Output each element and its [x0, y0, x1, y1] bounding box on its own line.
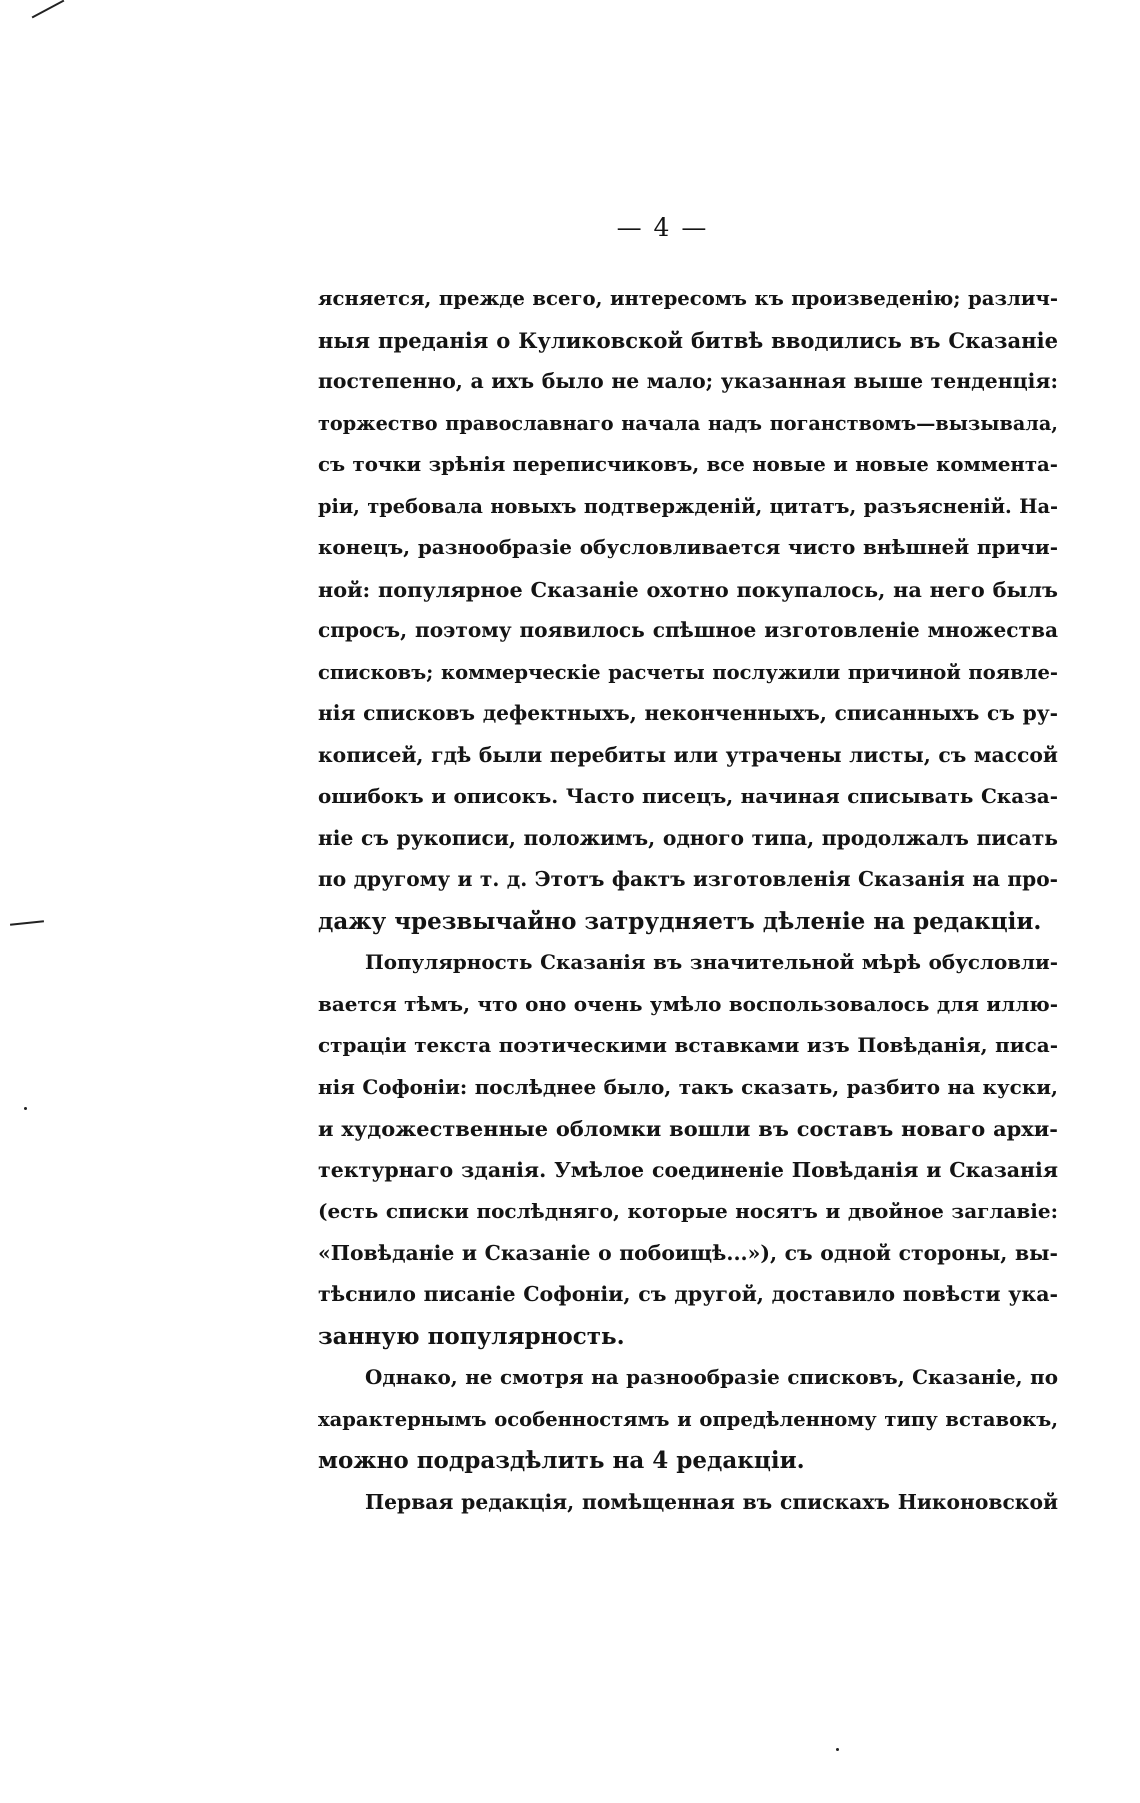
- text-line: «Повѣданіе и Сказаніе о побоищѣ...»), съ одной стороны, вы-: [318, 1240, 1058, 1265]
- text-line: занную популярность.: [318, 1322, 625, 1350]
- text-line: дажу чрезвычайно затрудняетъ дѣленіе на редакціи.: [318, 907, 1042, 935]
- text-line: съ точки зрѣнія переписчиковъ, все новые и новые коммента-: [318, 452, 1058, 476]
- text-line: по другому и т. д. Этотъ фактъ изготовленія Сказанія на про-: [318, 867, 1058, 891]
- text-line: спросъ, поэтому появилось спѣшное изготовленіе множества: [318, 618, 1058, 642]
- text-line: кописей, гдѣ были перебиты или утрачены листы, съ массой: [318, 742, 1058, 767]
- text-line: ошибокъ и описокъ. Часто писецъ, начиная списывать Сказа-: [318, 784, 1058, 808]
- text-line: характернымъ особенностямъ и опредѣленному типу вставокъ,: [318, 1407, 1058, 1431]
- text-line: нія Софоніи: послѣднее было, такъ сказать, разбито на куски,: [318, 1074, 1058, 1099]
- text-line: ніе съ рукописи, положимъ, одного типа, продолжалъ писать: [318, 825, 1058, 850]
- text-line: ріи, требовала новыхъ подтвержденій, цитатъ, разъясненій. На-: [318, 494, 1058, 518]
- text-line: можно подраздѣлить на 4 редакціи.: [318, 1447, 805, 1474]
- text-line: ясняется, прежде всего, интересомъ къ произведенію; различ-: [318, 287, 1058, 310]
- margin-dash-mark: [10, 920, 44, 926]
- text-line: Популярность Сказанія въ значительной мѣрѣ обусловли-: [365, 950, 1058, 974]
- text-line: постепенно, а ихъ было не мало; указанная выше тенденція:: [318, 369, 1058, 393]
- paragraph: [318, 1482, 1058, 1524]
- text-line: и художественные обломки вошли въ составъ новаго архи-: [318, 1116, 1058, 1141]
- text-line: конецъ, разнообразіе обусловливается чисто внѣшней причи-: [318, 535, 1058, 559]
- paragraph: [318, 942, 1058, 1357]
- text-line: (есть списки послѣдняго, которые носятъ и двойное заглавіе:: [318, 1199, 1058, 1223]
- page-number: [0, 213, 1140, 242]
- body-text: [318, 278, 1058, 1523]
- text-line: списковъ; коммерческіе расчеты послужили причиной появле-: [318, 660, 1058, 684]
- text-line: вается тѣмъ, что оно очень умѣло воспользовалось для иллю-: [318, 991, 1058, 1016]
- paragraph: [318, 1357, 1058, 1482]
- text-line: страціи текста поэтическими вставками изъ Повѣданія, писа-: [318, 1033, 1058, 1057]
- text-line: Первая редакція, помѣщенная въ спискахъ Никоновской: [365, 1489, 1058, 1514]
- text-line: тѣснило писаніе Софоніи, съ другой, доставило повѣсти ука-: [318, 1282, 1058, 1306]
- ink-dot: [24, 1107, 27, 1110]
- text-line: торжество православнаго начала надъ поганствомъ—вызывала,: [318, 411, 1058, 435]
- text-line: ной: популярное Сказаніе охотно покупалось, на него былъ: [318, 576, 1058, 602]
- text-line: ныя преданія о Куликовской битвѣ вводились въ Сказаніе: [318, 327, 1058, 353]
- text-line: нія списковъ дефектныхъ, неконченныхъ, списанныхъ съ ру-: [318, 701, 1058, 725]
- paragraph: [318, 278, 1058, 942]
- ink-dot: [836, 1748, 839, 1751]
- text-line: тектурнаго зданія. Умѣлое соединеніе Повѣданія и Сказанія: [318, 1157, 1058, 1182]
- text-line: Однако, не смотря на разнообразіе списковъ, Сказаніе, по: [365, 1365, 1058, 1389]
- page-number-text: — 4 —: [616, 213, 709, 242]
- ink-mark: [32, 0, 65, 18]
